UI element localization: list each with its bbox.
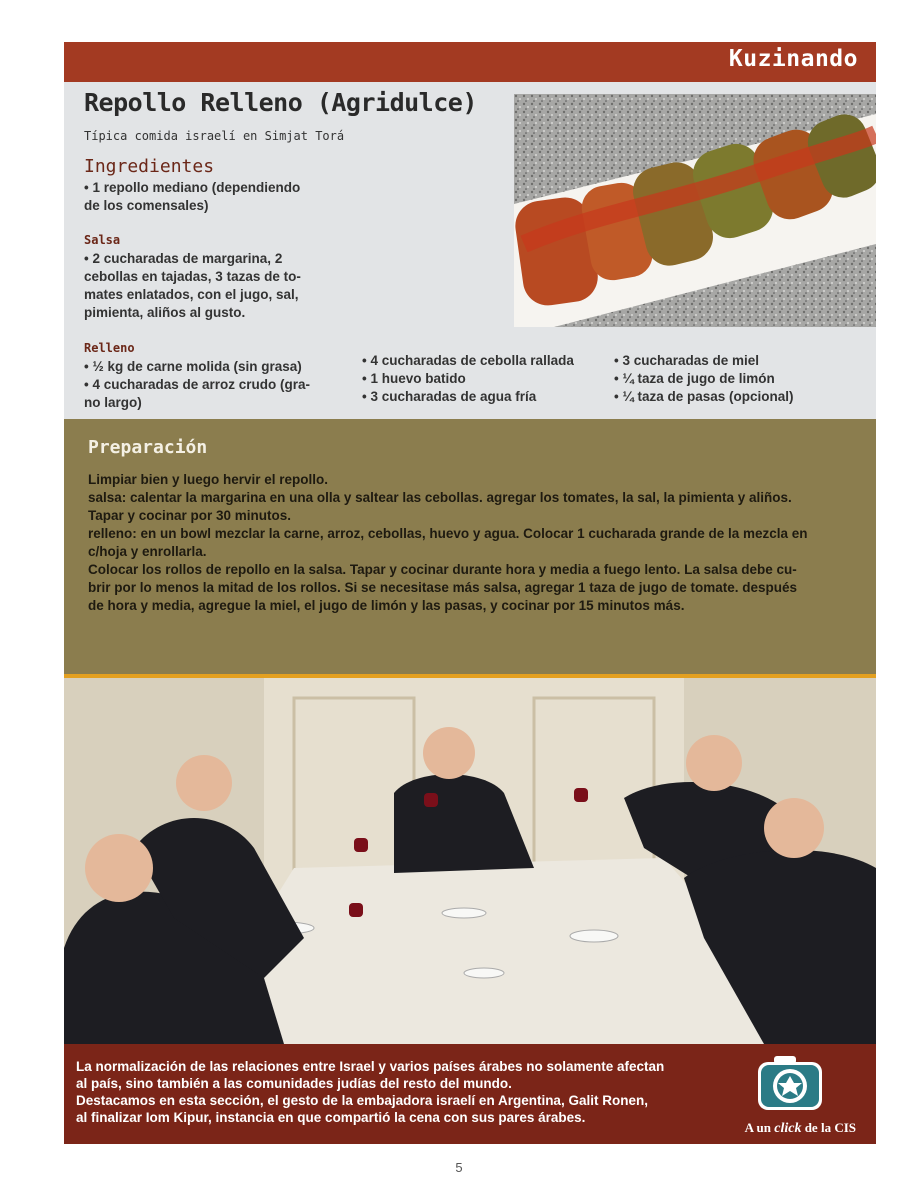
preparation-line: Tapar y cocinar por 30 minutos. [88, 508, 292, 523]
brand-click: click [774, 1121, 802, 1136]
food-photo-image [514, 94, 876, 327]
brand-tagline [745, 1120, 856, 1137]
caption-line: al país, sino también a las comunidades judías del resto del mundo. [76, 1076, 512, 1091]
caption-line: Destacamos en esta sección, el gesto de la embajadora israelí en Argentina, Galit Ronen, [76, 1093, 648, 1108]
camera-icon [756, 1054, 824, 1112]
recipe-panel [64, 82, 876, 419]
preparation-panel [64, 419, 876, 678]
recipe-title: Repollo Relleno (Agridulce) [84, 88, 477, 117]
ingredient-line: • 1 repollo mediano (dependiendo [84, 180, 301, 195]
ingredient-line: de los comensales) [84, 198, 209, 213]
relleno-col-2 [362, 352, 612, 406]
caption-text [76, 1058, 726, 1126]
preparation-line: relleno: en un bowl mezclar la carne, arroz, cebollas, huevo y agua. Colocar 1 cucharada grande de la mezcla en [88, 526, 808, 541]
photo-caption [64, 1044, 876, 1144]
dinner-photo-image [64, 678, 876, 1044]
salsa-line: mates enlatados, con el jugo, sal, [84, 287, 299, 302]
preparation-line: salsa: calentar la margarina en una olla y saltear las cebollas. agregar los tomates, la sal, la pimienta y aliños. [88, 490, 792, 505]
dinner-table-photo [64, 678, 876, 1044]
relleno-line: • 3 cucharadas de miel [614, 353, 760, 368]
section-title: Kuzinando [728, 46, 858, 72]
brand-suffix: de la CIS [804, 1120, 856, 1135]
relleno-line: • ½ kg de carne molida (sin grasa) [84, 359, 302, 374]
relleno-line: • 1 huevo batido [362, 371, 466, 386]
relleno-line: no largo) [84, 395, 142, 410]
salsa-heading: Salsa [84, 233, 121, 247]
preparation-line: Limpiar bien y luego hervir el repollo. [88, 472, 329, 487]
preparation-line: de hora y media, agregue la miel, el jugo de limón y las pasas, y cocinar por 15 minutos más. [88, 598, 685, 613]
brand-prefix: A un [744, 1120, 771, 1135]
preparation-line: c/hoja y enrollarla. [88, 544, 207, 559]
relleno-col-1 [84, 358, 344, 412]
relleno-line: • ¼ taza de jugo de limón [614, 371, 775, 386]
page-number: 5 [455, 1160, 463, 1175]
caption-line: La normalización de las relaciones entre Israel y varios países árabes no solamente afectan [76, 1059, 665, 1074]
preparation-line: brir por lo menos la mitad de los rollos. Si se necesitase más salsa, agregar 1 taza de jugo de tomate. después [88, 580, 798, 595]
recipe-subtitle: Típica comida israelí en Simjat Torá [84, 129, 345, 143]
relleno-line: • 3 cucharadas de agua fría [362, 389, 537, 404]
salsa-line: pimienta, aliños al gusto. [84, 305, 246, 320]
preparation-line: Colocar los rollos de repollo en la salsa. Tapar y cocinar durante hora y media a fuego lento. La salsa debe cu- [88, 562, 797, 577]
ingredients-list [84, 179, 344, 215]
stuffed-cabbage-photo [514, 94, 876, 327]
preparation-heading: Preparación [88, 437, 208, 458]
relleno-line: • 4 cucharadas de arroz crudo (gra- [84, 377, 311, 392]
section-header [64, 42, 876, 82]
salsa-line: cebollas en tajadas, 3 tazas de to- [84, 269, 301, 284]
salsa-line: • 2 cucharadas de margarina, 2 [84, 251, 283, 266]
relleno-col-3 [614, 352, 864, 406]
relleno-heading: Relleno [84, 341, 135, 355]
relleno-line: • 4 cucharadas de cebolla rallada [362, 353, 574, 368]
preparation-steps [88, 471, 860, 615]
relleno-line: • ¼ taza de pasas (opcional) [614, 389, 794, 404]
ingredients-heading: Ingredientes [84, 156, 215, 177]
caption-line: al finalizar Iom Kipur, instancia en que compartió la cena con sus pares árabes. [76, 1110, 586, 1125]
salsa-list [84, 250, 344, 322]
